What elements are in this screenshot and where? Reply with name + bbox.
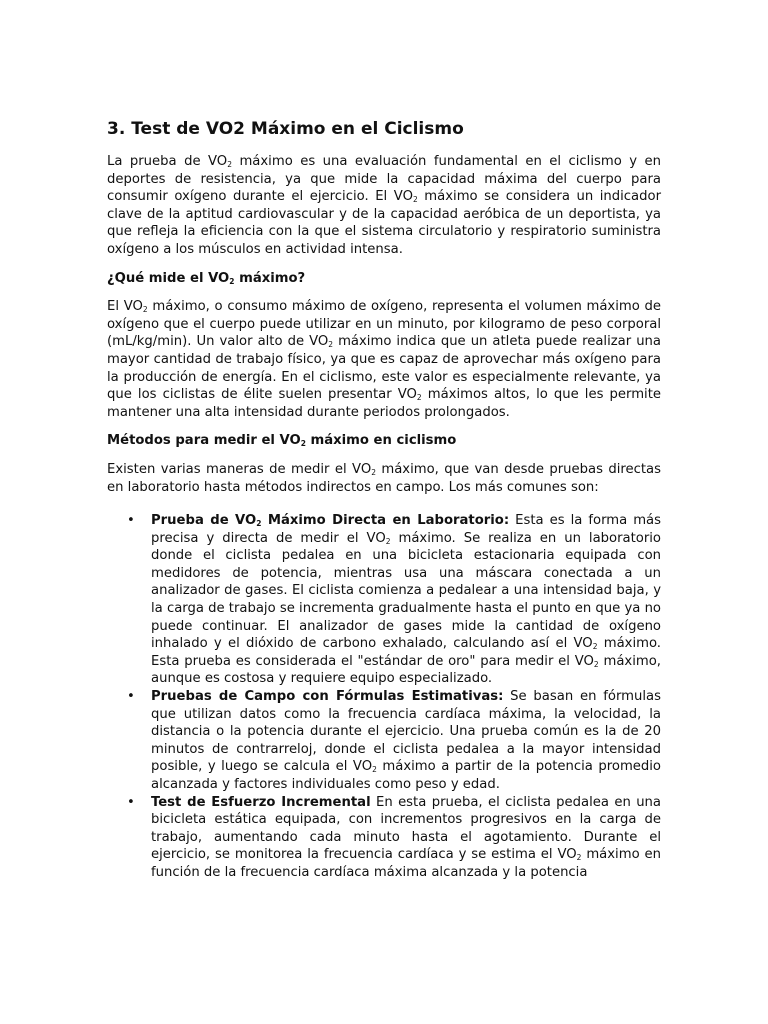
subscript-2: 2 <box>385 536 391 546</box>
heading-text-b: máximo en ciclismo <box>305 433 457 449</box>
item-text-b: máximo en función de la frecuencia cardíaca máxima alcanzada y la potencia <box>151 847 661 880</box>
intro-text-c: máximo se considera un indicador clave de la aptitud cardiovascular y de la capacidad aeróbica de un deportista, ya que refleja la eficiencia con la que el sistema circulatorio y respiratorio suministra oxígeno a los músculos en actividad intensa. <box>107 189 661 257</box>
list-item <box>107 794 661 882</box>
page-title: 3. Test de VO2 Máximo en el Ciclismo <box>107 119 464 139</box>
subscript-2: 2 <box>372 765 377 775</box>
bullet-icon: • <box>127 689 135 705</box>
section1-text-c: máximo indica que un atleta puede realizar una mayor cantidad de trabajo físico, ya que es capaz de aprovechar más oxígeno para la producción de energía. En el ciclismo, este valor es especialmente relevante, ya que los ciclistas de élite suelen presentar VO <box>107 334 661 403</box>
subscript-2: 2 <box>412 195 418 205</box>
intro-paragraph <box>107 153 661 259</box>
bold-text-a: Prueba de VO <box>151 513 257 529</box>
subscript-2: 2 <box>592 642 598 652</box>
subscript-2: 2 <box>328 340 334 350</box>
subscript-2: 2 <box>142 305 148 315</box>
heading-text-a: ¿Qué mide el VO <box>107 270 230 286</box>
intro-text-a: La prueba de VO <box>107 154 228 169</box>
section1-text-b: máximo, o consumo máximo de oxígeno, representa el volumen máximo de oxígeno que el cuerpo puede utilizar en un minuto, por kilogramo de peso corporal (mL/kg/min). Un valor alto de VO <box>107 299 661 350</box>
subscript-2: 2 <box>416 393 422 403</box>
methods-list <box>107 512 661 881</box>
intro-text-b: máximo es una evaluación fundamental en el ciclismo y en deportes de resistencia, ya que mide la capacidad máxima del cuerpo para consumir oxígeno durante el ejercicio. El VO <box>107 154 662 205</box>
item-text-d: máximo, aunque es costosa y requiere equipo especializado. <box>151 653 661 687</box>
item-bold-label: Test de Esfuerzo Incremental <box>151 794 371 810</box>
subscript-2: 2 <box>300 439 306 449</box>
list-item <box>107 512 661 688</box>
item-text-a: Se basan en fórmulas que utilizan datos como la frecuencia cardíaca máxima, la velocidad, la distancia o la potencia durante el ejercicio. Una prueba común es la de 20 minutos de contrarreloj, donde el ciclista pedalea a la mayor intensidad posible, y luego se calcula el VO <box>151 689 661 775</box>
subscript-2: 2 <box>227 160 232 169</box>
bold-text-b: Máximo Directa en Laboratorio: <box>261 513 510 529</box>
section1-paragraph <box>107 298 661 421</box>
item-bold-label <box>151 513 509 528</box>
item-bold-label: Pruebas de Campo con Fórmulas Estimativas: <box>151 689 504 705</box>
subscript-2: 2 <box>256 519 262 529</box>
list-item <box>107 688 661 794</box>
subscript-2: 2 <box>229 276 235 286</box>
item-text-b: máximo a partir de la potencia promedio alcanzada y factores individuales como peso y edad. <box>151 759 662 792</box>
subscript-2: 2 <box>371 467 376 477</box>
heading-text-a: Métodos para medir el VO <box>107 433 301 449</box>
section1-text-d: máximos altos, lo que les permite mantener una alta intensidad durante periodos prolongados. <box>107 387 661 420</box>
item-text-a: En esta prueba, el ciclista pedalea en una bicicleta estática equipada, con incrementos progresivos en la carga de trabajo, aumentando cada minuto hasta el agotamiento. Durante el ejercicio, se monitorea la frecuencia cardíaca y se estima el VO <box>151 794 661 863</box>
heading-text-b: máximo? <box>234 270 306 286</box>
section2-text-a: Existen varias maneras de medir el VO <box>107 461 372 477</box>
section2-text-b: máximo, que van desde pruebas directas en laboratorio hasta métodos indirectos en campo. Los más comunes son: <box>107 461 661 495</box>
item-text-b: máximo. Se realiza en un laboratorio donde el ciclista pedalea en una bicicleta estacionaria equipada con medidores de potencia, mientras usa una máscara conectada a un analizador de gases. El ciclista comienza a pedalear a una intensidad baja, y la carga de trabajo se incrementa gradualmente hasta el punto en que ya no puede continuar. El analizador de gases mide la cantidad de oxígeno inhalado y el dióxido de carbono exhalado, calculando así el VO <box>151 530 661 652</box>
section2-paragraph <box>107 461 661 496</box>
section-heading-methods <box>107 432 661 450</box>
bullet-icon: • <box>127 794 135 810</box>
subscript-2: 2 <box>593 659 599 669</box>
item-text-c: máximo. Esta prueba es considerada el "estándar de oro" para medir el VO <box>151 636 661 669</box>
item-text-a: Esta es la forma más precisa y directa de medir el VO <box>151 513 661 546</box>
document-page <box>107 117 661 882</box>
subscript-2: 2 <box>576 853 582 863</box>
section1-text-a: El VO <box>107 299 143 315</box>
bullet-icon: • <box>127 513 135 529</box>
section-heading-what-measures <box>107 270 661 288</box>
